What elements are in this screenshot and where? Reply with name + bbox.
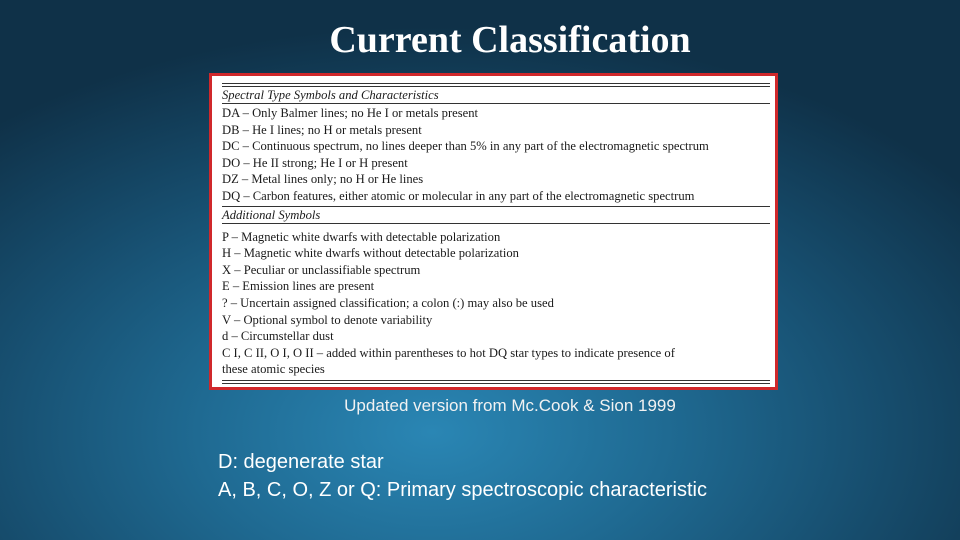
spectral-heading-rule xyxy=(222,103,770,104)
spectral-row-dc: DC – Continuous spectrum, no lines deeper than 5% in any part of the electromagnetic spectrum xyxy=(222,139,709,154)
additional-row-e: E – Emission lines are present xyxy=(222,279,375,294)
spectral-row-da: DA – Only Balmer lines; no He I or metals present xyxy=(222,106,479,120)
definitions-text xyxy=(218,448,707,504)
additional-row-d: d – Circumstellar dust xyxy=(222,329,334,344)
definition-line-d: D: degenerate star xyxy=(218,451,384,473)
slide-title: Current Classification xyxy=(329,19,691,61)
additional-row-p: P – Magnetic white dwarfs with detectable polarization xyxy=(222,229,501,244)
spectral-row-dq: DQ – Carbon features, either atomic or molecular in any part of the electromagnetic spectrum xyxy=(222,188,695,203)
additional-row-ions: C I, C II, O I, O II – added within parentheses to hot DQ star types to indicate presence of xyxy=(222,345,675,360)
spectral-row-do: DO – He II strong; He I or H present xyxy=(222,155,408,170)
table-bottom-rule xyxy=(222,380,770,384)
table-top-rule xyxy=(222,83,770,87)
source-caption: Updated version from Mc.Cook & Sion 1999 xyxy=(344,396,676,415)
classification-table-image xyxy=(209,73,778,390)
additional-row-uncertain: ? – Uncertain assigned classification; a colon (:) may also be used xyxy=(222,295,554,310)
additional-row-ions-cont: these atomic species xyxy=(222,362,325,377)
additional-row-x: X – Peculiar or unclassifiable spectrum xyxy=(222,262,421,277)
classification-table xyxy=(222,81,770,384)
additional-heading: Additional Symbols xyxy=(222,207,321,222)
additional-row-v: V – Optional symbol to denote variability xyxy=(222,312,433,327)
spectral-row-db: DB – He I lines; no H or metals present xyxy=(222,122,422,137)
definition-line-primary: A, B, C, O, Z or Q: Primary spectroscopic characteristic xyxy=(218,479,708,501)
spectral-row-dz: DZ – Metal lines only; no H or He lines xyxy=(222,172,424,187)
additional-row-h: H – Magnetic white dwarfs without detectable polarization xyxy=(222,246,519,261)
additional-heading-rule xyxy=(222,223,770,224)
section-rule xyxy=(222,206,770,207)
spectral-heading: Spectral Type Symbols and Characteristics xyxy=(222,88,439,102)
